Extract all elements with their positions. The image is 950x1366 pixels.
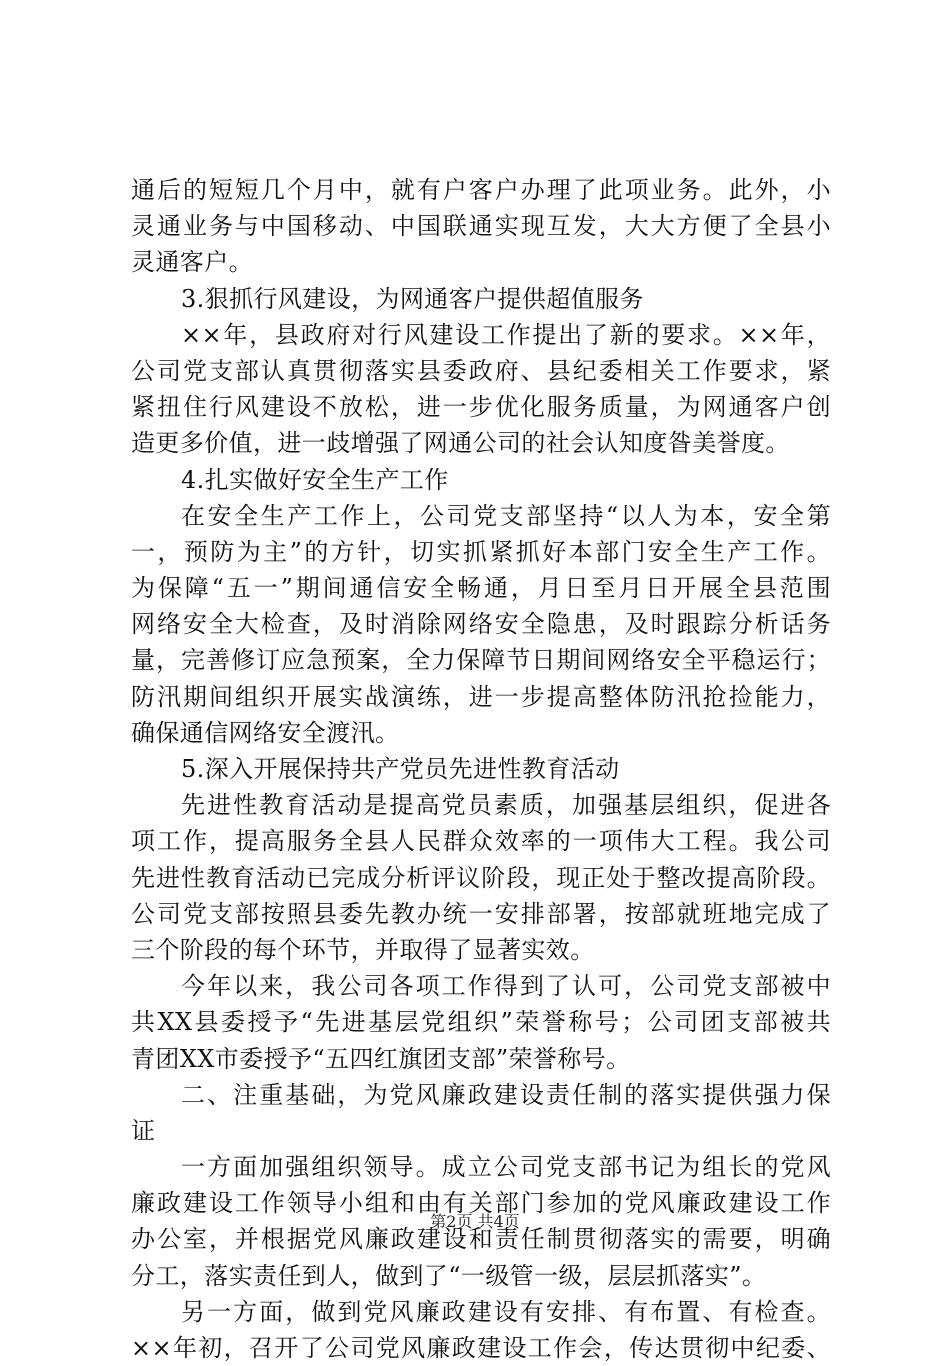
text-line: 一方面加强组织领导。成立公司党支部书记为组长的党风 (181, 1153, 831, 1182)
text-line: 3.狠抓行风建设，为网通客户提供超值服务 (181, 284, 644, 313)
text-line: 通后的短短几个月中，就有户客户办理了此项业务。此外，小 (131, 176, 831, 204)
text-line: 为保障“五一”期间通信安全畅通，月日至月日开展全县范围 (131, 574, 831, 603)
text-line: 造更多价值，进一歧增强了网通公司的社会认知度昝美誉度。 (131, 429, 790, 458)
text-line: 公司党支部按照县委先教办统一安排部署，按部就班地完成了 (131, 899, 831, 928)
text-line: ××年初，召开了公司党风廉政建设工作会，传达贯彻中纪委、 (131, 1334, 831, 1362)
page-footer: 第2页 共4页 (430, 1212, 520, 1231)
text-line: 防汛期间组织开展实战演练，进一步提高整体防汛抢捡能力， (131, 682, 831, 711)
text-line: 二、注重基础，为党风廉政建设责任制的落实提供强力保 (181, 1080, 831, 1109)
text-line: 证 (131, 1116, 156, 1145)
text-line: 量，完善修订应急预案，全力保障节日期间网络安全平稳运行； (131, 646, 831, 675)
text-line: 先进性教育活动已完成分析评议阶段，现正处于整改提高阶段。 (131, 863, 831, 892)
text-line: 4.扎实做好安全生产工作 (181, 465, 449, 494)
text-line: 三个阶段的每个环节，并取得了显著实效。 (131, 935, 595, 964)
text-line: 确保通信网络安全渡汛。 (131, 718, 400, 747)
text-line: 紧扭住行风建设不放松，进一步优化服务质量，为网通客户创 (131, 393, 831, 422)
text-line: 分工，落实责任到人，做到了“一级管一级，层层抓落实”。 (131, 1261, 767, 1290)
text-line: 一，预防为主”的方针，切实抓紧抓好本部门安全生产工作。 (131, 537, 831, 566)
text-line: 办公室，并根据党风廉政建设和责任制贯彻落实的需要，明确 (131, 1225, 831, 1254)
text-line: 灵通业务与中国移动、中国联通实现互发，大大方便了全县小 (131, 212, 831, 241)
text-line: 先进性教育活动是提高党员素质，加强基层组织，促进各 (181, 791, 831, 820)
text-line: 今年以来，我公司各项工作得到了认可，公司党支部被中 (181, 972, 831, 1001)
text-line: 共XX县委授予“先进基层党组织”荣誉称号；公司团支部被共 (131, 1008, 831, 1037)
text-line: 另一方面，做到党风廉政建设有安排、有布置、有检查。 (181, 1297, 831, 1326)
text-line: 灵通客户。 (131, 248, 253, 277)
text-line: 网络安全大检查，及时消除网络安全隐患，及时跟踪分析话务 (131, 610, 831, 639)
text-line: 廉政建设工作领导小组和由有关部门参加的党风廉政建设工作 (131, 1189, 831, 1218)
text-line: 青团XX市委授予“五四红旗团支部”荣誉称号。 (131, 1044, 631, 1073)
text-line: 项工作，提高服务全县人民群众效率的一项伟大工程。我公司 (131, 827, 831, 856)
text-line: 在安全生产工作上，公司党支部坚持“以人为本，安全第 (181, 501, 831, 530)
text-line: 公司党支部认真贯彻落实县委政府、县纪委相关工作要求，紧 (131, 356, 831, 385)
text-line: ××年，县政府对行风建设工作提出了新的要求。××年， (181, 320, 831, 349)
document-body (131, 172, 831, 1366)
text-line: 5.深入开展保持共产党员先进性教育活动 (181, 755, 620, 783)
